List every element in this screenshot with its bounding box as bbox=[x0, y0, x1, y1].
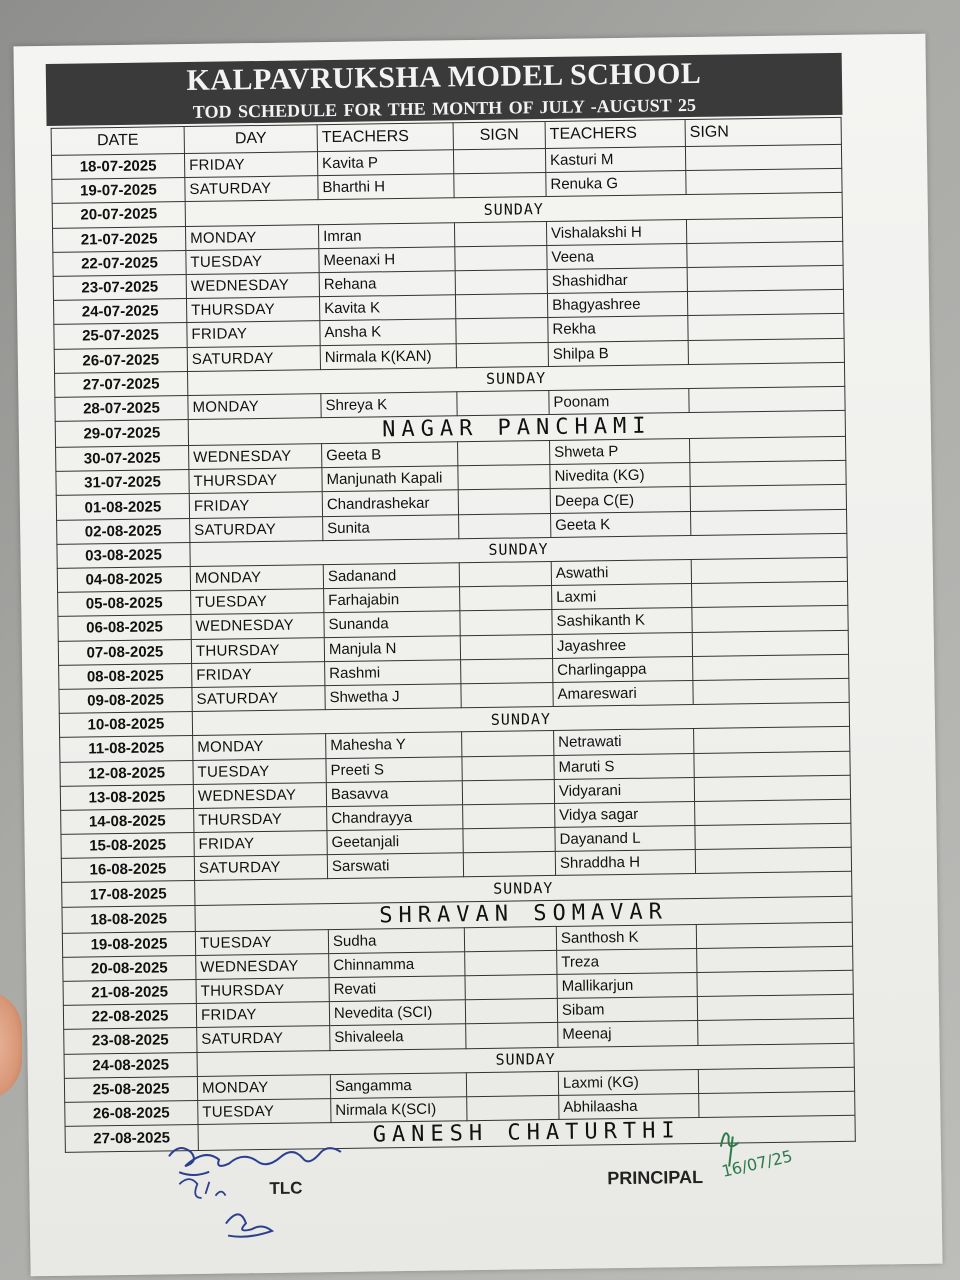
date-cell: 14-08-2025 bbox=[61, 808, 194, 834]
sign-cell bbox=[693, 654, 849, 680]
date-cell: 04-08-2025 bbox=[57, 567, 190, 593]
teacher-cell: Sarswati bbox=[327, 853, 463, 879]
sign-cell bbox=[692, 606, 848, 632]
schedule-subtitle: TOD SCHEDULE FOR THE MONTH OF JULY -AUGUST 25 bbox=[192, 94, 697, 122]
schedule-sheet bbox=[13, 34, 942, 1277]
sunday-cell: SUNDAY bbox=[197, 1043, 854, 1076]
teacher-cell: Kavita K bbox=[319, 295, 455, 321]
teacher-cell: Basavva bbox=[326, 780, 462, 806]
sign-cell bbox=[694, 775, 850, 801]
date-cell: 26-08-2025 bbox=[65, 1100, 198, 1126]
date-cell: 06-08-2025 bbox=[58, 615, 191, 641]
day-cell: THURSDAY bbox=[191, 637, 324, 663]
date-cell: 25-08-2025 bbox=[64, 1076, 197, 1102]
sign-cell bbox=[697, 970, 853, 996]
column-header-teachers-1: TEACHERS bbox=[317, 123, 453, 152]
sign-cell bbox=[690, 461, 846, 487]
teacher-cell: Vidya sagar bbox=[555, 801, 695, 827]
day-cell: TUESDAY bbox=[186, 248, 319, 274]
sign-cell bbox=[697, 994, 853, 1020]
date-cell: 22-08-2025 bbox=[63, 1004, 196, 1030]
date-cell: 23-07-2025 bbox=[53, 274, 186, 300]
teacher-cell: Shilpa B bbox=[548, 340, 688, 366]
date-cell: 02-08-2025 bbox=[57, 518, 190, 544]
date-cell: 19-07-2025 bbox=[52, 178, 185, 204]
sign-cell bbox=[463, 828, 555, 853]
principal-date: 16/07/25 bbox=[719, 1146, 795, 1181]
sign-cell bbox=[467, 1095, 559, 1120]
teacher-cell: Manjunath Kapali bbox=[322, 466, 458, 492]
teacher-cell: Shivaleela bbox=[330, 1024, 466, 1050]
teacher-cell: Rekha bbox=[548, 316, 688, 342]
day-cell: SATURDAY bbox=[194, 855, 327, 881]
teacher-cell: Meenaj bbox=[558, 1021, 698, 1047]
sign-cell bbox=[454, 173, 546, 198]
teacher-cell: Vidyarani bbox=[554, 777, 694, 803]
schedule-body bbox=[51, 144, 855, 1152]
date-cell: 03-08-2025 bbox=[57, 542, 190, 568]
sign-cell bbox=[694, 751, 850, 777]
date-cell: 13-08-2025 bbox=[60, 784, 193, 810]
day-cell: MONDAY bbox=[197, 1074, 330, 1100]
sign-cell bbox=[455, 269, 547, 294]
principal-label: PRINCIPAL bbox=[607, 1166, 704, 1189]
date-cell: 20-08-2025 bbox=[63, 955, 196, 981]
sign-cell bbox=[463, 803, 555, 828]
sign-cell bbox=[455, 294, 547, 319]
teacher-cell: Veena bbox=[547, 243, 687, 269]
teacher-cell: Amareswari bbox=[553, 680, 693, 706]
teacher-cell: Sunanda bbox=[324, 611, 460, 637]
sign-cell bbox=[453, 149, 545, 174]
date-cell: 30-07-2025 bbox=[56, 446, 189, 472]
date-cell: 25-07-2025 bbox=[54, 323, 187, 349]
day-cell: MONDAY bbox=[193, 734, 326, 760]
date-cell: 26-07-2025 bbox=[54, 347, 187, 373]
teacher-cell: Sangamma bbox=[330, 1072, 466, 1098]
day-cell: FRIDAY bbox=[192, 661, 325, 687]
teacher-cell: Chandrashekar bbox=[322, 490, 458, 516]
day-cell: TUESDAY bbox=[191, 589, 324, 615]
date-cell: 09-08-2025 bbox=[59, 687, 192, 713]
sign-cell bbox=[462, 731, 554, 756]
teacher-cell: Nivedita (KG) bbox=[550, 463, 690, 489]
teacher-cell: Mallikarjun bbox=[557, 972, 697, 998]
sign-cell bbox=[692, 582, 848, 608]
sign-cell bbox=[695, 823, 851, 849]
teacher-cell: Bharthi H bbox=[318, 174, 454, 200]
sunday-cell: SUNDAY bbox=[195, 872, 852, 905]
teacher-cell: Poonam bbox=[549, 388, 689, 414]
date-cell: 08-08-2025 bbox=[59, 663, 192, 689]
day-cell: SATURDAY bbox=[190, 516, 323, 542]
date-cell: 01-08-2025 bbox=[56, 494, 189, 520]
holiday-cell: SHRAVAN SOMAVAR bbox=[195, 896, 852, 931]
column-header-day: DAY bbox=[184, 125, 317, 154]
teacher-cell: Farhajabin bbox=[324, 587, 460, 613]
date-cell: 18-07-2025 bbox=[51, 154, 184, 180]
teacher-cell: Geetanjali bbox=[327, 829, 463, 855]
sign-cell bbox=[458, 441, 550, 466]
date-cell: 17-08-2025 bbox=[62, 881, 195, 907]
day-cell: WEDNESDAY bbox=[186, 273, 319, 299]
sign-cell bbox=[461, 658, 553, 683]
teacher-cell: Sadanand bbox=[323, 563, 459, 589]
sign-cell bbox=[465, 974, 557, 999]
schedule-table bbox=[51, 117, 856, 1153]
day-cell: SATURDAY bbox=[197, 1026, 330, 1052]
teacher-cell: Nirmala K(KAN) bbox=[320, 343, 456, 369]
column-header-teachers-2: TEACHERS bbox=[545, 120, 685, 149]
teacher-cell: Mahesha Y bbox=[326, 732, 462, 758]
day-cell: WEDNESDAY bbox=[196, 953, 329, 979]
date-cell: 28-07-2025 bbox=[55, 395, 188, 421]
date-cell: 22-07-2025 bbox=[53, 250, 186, 276]
teacher-cell: Laxmi (KG) bbox=[558, 1069, 698, 1095]
date-cell: 27-08-2025 bbox=[65, 1125, 198, 1153]
date-cell: 15-08-2025 bbox=[61, 833, 194, 859]
teacher-cell: Geeta K bbox=[551, 511, 691, 537]
sign-cell bbox=[691, 557, 847, 583]
day-cell: SATURDAY bbox=[187, 345, 320, 371]
date-cell: 12-08-2025 bbox=[60, 760, 193, 786]
day-cell: TUESDAY bbox=[193, 758, 326, 784]
day-cell: WEDNESDAY bbox=[191, 613, 324, 639]
date-cell: 21-08-2025 bbox=[63, 979, 196, 1005]
sign-cell bbox=[686, 169, 842, 195]
teacher-cell: Nirmala K(SCI) bbox=[331, 1097, 467, 1123]
second-signature bbox=[226, 1214, 272, 1237]
day-cell: THURSDAY bbox=[186, 297, 319, 323]
day-cell: WEDNESDAY bbox=[193, 782, 326, 808]
sign-cell bbox=[692, 630, 848, 656]
day-cell: FRIDAY bbox=[184, 152, 317, 178]
sunday-cell: SUNDAY bbox=[185, 193, 842, 226]
teacher-cell: Shwetha J bbox=[325, 684, 461, 710]
day-cell: THURSDAY bbox=[194, 807, 327, 833]
day-cell: MONDAY bbox=[185, 224, 318, 250]
day-cell: MONDAY bbox=[190, 565, 323, 591]
sign-cell bbox=[693, 678, 849, 704]
sign-cell bbox=[689, 386, 845, 412]
date-cell: 24-07-2025 bbox=[54, 299, 187, 325]
sign-cell bbox=[698, 1019, 854, 1045]
teacher-cell: Ansha K bbox=[320, 319, 456, 345]
day-cell: MONDAY bbox=[188, 394, 321, 420]
day-cell: SATURDAY bbox=[185, 176, 318, 202]
sunday-cell: SUNDAY bbox=[190, 533, 847, 566]
date-cell: 07-08-2025 bbox=[58, 639, 191, 665]
sunday-cell: SUNDAY bbox=[188, 362, 845, 395]
sign-cell bbox=[460, 634, 552, 659]
date-cell: 23-08-2025 bbox=[64, 1028, 197, 1054]
sign-cell bbox=[687, 289, 843, 315]
sign-cell bbox=[466, 1023, 558, 1048]
sign-cell bbox=[462, 779, 554, 804]
sunday-cell: SUNDAY bbox=[192, 702, 849, 735]
day-cell: THURSDAY bbox=[189, 468, 322, 494]
column-header-sign-2: SIGN bbox=[685, 117, 841, 146]
date-cell: 29-07-2025 bbox=[55, 420, 188, 448]
tlc-label: TLC bbox=[269, 1178, 303, 1198]
sign-cell bbox=[690, 485, 846, 511]
day-cell: SATURDAY bbox=[192, 686, 325, 712]
date-cell: 21-07-2025 bbox=[52, 226, 185, 252]
sign-cell bbox=[457, 390, 549, 415]
teacher-cell: Sibam bbox=[557, 997, 697, 1023]
sign-cell bbox=[691, 509, 847, 535]
teacher-cell: Renuka G bbox=[546, 171, 686, 197]
day-cell: TUESDAY bbox=[198, 1099, 331, 1125]
teacher-cell: Treza bbox=[557, 948, 697, 974]
teacher-cell: Shraddha H bbox=[555, 850, 695, 876]
sign-cell bbox=[694, 727, 850, 753]
teacher-cell: Meenaxi H bbox=[319, 247, 455, 273]
day-cell: TUESDAY bbox=[195, 929, 328, 955]
sign-cell bbox=[456, 318, 548, 343]
teacher-cell: Maruti S bbox=[554, 753, 694, 779]
teacher-cell: Bhagyashree bbox=[547, 292, 687, 318]
sign-cell bbox=[459, 561, 551, 586]
teacher-cell: Imran bbox=[318, 222, 454, 248]
teacher-cell: Geeta B bbox=[322, 442, 458, 468]
sign-cell bbox=[462, 755, 554, 780]
column-header-date: DATE bbox=[51, 127, 184, 156]
teacher-cell: Sudha bbox=[328, 927, 464, 953]
date-cell: 24-08-2025 bbox=[64, 1052, 197, 1078]
sign-cell bbox=[466, 1071, 558, 1096]
sign-cell bbox=[465, 950, 557, 975]
teacher-cell: Dayanand L bbox=[555, 826, 695, 852]
teacher-cell: Chandrayya bbox=[327, 805, 463, 831]
date-cell: 31-07-2025 bbox=[56, 470, 189, 496]
teacher-cell: Rashmi bbox=[325, 659, 461, 685]
teacher-cell: Abhilaasha bbox=[559, 1093, 699, 1119]
teacher-cell: Revati bbox=[329, 976, 465, 1002]
teacher-cell: Shashidhar bbox=[547, 267, 687, 293]
date-cell: 27-07-2025 bbox=[55, 371, 188, 397]
sign-cell bbox=[699, 1091, 855, 1117]
day-cell: FRIDAY bbox=[196, 1002, 329, 1028]
teacher-cell: Vishalakshi H bbox=[546, 219, 686, 245]
date-cell: 05-08-2025 bbox=[58, 591, 191, 617]
sign-cell bbox=[685, 144, 841, 170]
sign-cell bbox=[697, 946, 853, 972]
teacher-cell: Santhosh K bbox=[556, 924, 696, 950]
teacher-cell: Shweta P bbox=[550, 439, 690, 465]
column-header-sign-1: SIGN bbox=[453, 122, 545, 150]
teacher-cell: Charlingappa bbox=[553, 656, 693, 682]
teacher-cell: Netrawati bbox=[554, 729, 694, 755]
sign-cell bbox=[456, 342, 548, 367]
date-cell: 18-08-2025 bbox=[62, 905, 195, 933]
sign-cell bbox=[463, 852, 555, 877]
sign-cell bbox=[464, 926, 556, 951]
sign-cell bbox=[461, 682, 553, 707]
teacher-cell: Sashikanth K bbox=[552, 608, 692, 634]
day-cell: FRIDAY bbox=[187, 321, 320, 347]
sign-cell bbox=[698, 1067, 854, 1093]
date-cell: 20-07-2025 bbox=[52, 202, 185, 228]
tlc-initials bbox=[179, 1179, 225, 1199]
sign-cell bbox=[454, 221, 546, 246]
day-cell: WEDNESDAY bbox=[189, 444, 322, 470]
date-cell: 10-08-2025 bbox=[59, 712, 192, 738]
sign-cell bbox=[687, 265, 843, 291]
school-name: KALPAVRUKSHA MODEL SCHOOL bbox=[186, 56, 702, 98]
teacher-cell: Aswathi bbox=[551, 560, 691, 586]
teacher-cell: Chinnamma bbox=[329, 952, 465, 978]
sign-cell bbox=[696, 922, 852, 948]
holiday-cell: GANESH CHATURTHI bbox=[198, 1115, 855, 1150]
sign-cell bbox=[687, 241, 843, 267]
teacher-cell: Sunita bbox=[323, 514, 459, 540]
teacher-cell: Manjula N bbox=[324, 635, 460, 661]
sign-cell bbox=[688, 314, 844, 340]
sign-cell bbox=[458, 465, 550, 490]
date-cell: 11-08-2025 bbox=[60, 736, 193, 762]
sign-cell bbox=[686, 217, 842, 243]
teacher-cell: Kavita P bbox=[317, 150, 453, 176]
sign-cell bbox=[460, 586, 552, 611]
sign-cell bbox=[695, 848, 851, 874]
holiday-cell: NAGAR PANCHAMI bbox=[188, 410, 845, 445]
sign-cell bbox=[455, 245, 547, 270]
day-cell: FRIDAY bbox=[189, 492, 322, 518]
teacher-cell: Laxmi bbox=[552, 584, 692, 610]
teacher-cell: Deepa C(E) bbox=[550, 487, 690, 513]
sign-cell bbox=[689, 436, 845, 462]
day-cell: THURSDAY bbox=[196, 978, 329, 1004]
sign-cell bbox=[695, 799, 851, 825]
date-cell: 16-08-2025 bbox=[61, 857, 194, 883]
teacher-cell: Rehana bbox=[319, 271, 455, 297]
day-cell: FRIDAY bbox=[194, 831, 327, 857]
teacher-cell: Kasturi M bbox=[545, 147, 685, 173]
sign-cell bbox=[458, 489, 550, 514]
teacher-cell: Preeti S bbox=[326, 756, 462, 782]
sign-cell bbox=[465, 999, 557, 1024]
teacher-cell: Jayashree bbox=[552, 632, 692, 658]
teacher-cell: Shreya K bbox=[321, 392, 457, 418]
sign-cell bbox=[459, 513, 551, 538]
date-cell: 19-08-2025 bbox=[62, 931, 195, 957]
sign-cell bbox=[688, 338, 844, 364]
sign-cell bbox=[460, 610, 552, 635]
teacher-cell: Nevedita (SCI) bbox=[329, 1000, 465, 1026]
